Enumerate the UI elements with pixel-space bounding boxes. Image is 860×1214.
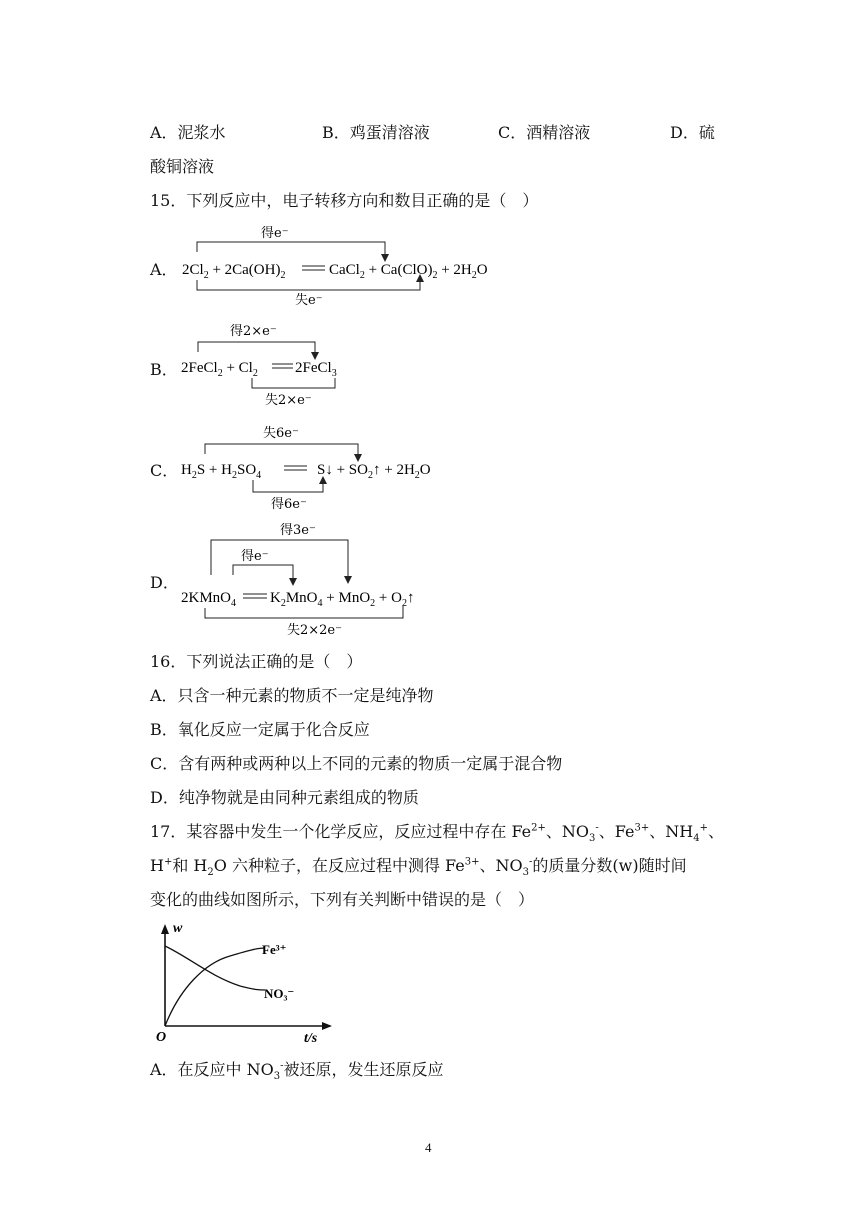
q14-option-a: A．泥浆水 (150, 123, 226, 142)
q15-label-d: D． (150, 573, 179, 592)
q17-origin-label: O (156, 1030, 167, 1045)
q15-a-gain-label: 得e⁻ (261, 226, 289, 241)
q17-fe3-label: Fe³⁺ (262, 942, 287, 957)
q15-d-lose-label: 失2×2e⁻ (287, 623, 342, 638)
q16-option-a: A．只含一种元素的物质不一定是纯净物 (150, 686, 434, 705)
q15-c-gain-label: 得6e⁻ (271, 497, 307, 512)
q17-no3-curve (165, 946, 265, 990)
q15-label-b: B． (150, 360, 178, 379)
q17-y-axis-label: w (173, 921, 183, 936)
q15-a-equation (175, 222, 515, 312)
page-number: 4 (425, 1140, 432, 1155)
q15-b-equation (175, 320, 375, 410)
q15-b-lose-label: 失2×e⁻ (265, 393, 312, 408)
q16-option-c: C．含有两种或两种以上不同的元素的物质一定属于混合物 (150, 754, 563, 773)
svg-text:K2MnO4 + MnO2 + O2↑: $K_2MnO_4 + MnO_2$ + $O_2↑$ (270, 590, 415, 609)
q15-d-gain1-label: 得e⁻ (241, 549, 269, 564)
svg-text:S↓ + SO2↑ + 2H2O: S↓ + $SO_2↑ + 2H_2O$ (317, 462, 431, 481)
q17-fe3-curve (165, 948, 265, 1026)
svg-text:H2S + H2SO4: $H_2S + H_2SO_4$ (181, 462, 262, 481)
q16-option-b: B．氧化反应一定属于化合反应 (150, 720, 370, 739)
q15-label-a: A． (150, 260, 178, 279)
q17-x-axis-label: t/s (304, 1031, 318, 1046)
q17-stem-line1: 17．某容器中发生一个化学反应，反应过程中存在 $Fe^{2+}$、$NO_3^-$、$Fe^{3+}$、$NH_4^+$、 (150, 822, 724, 845)
q17-stem-line3: 变化的曲线如图所示，下列有关判断中错误的是（ ） (150, 890, 535, 909)
q14-option-c: C．酒精溶液 (498, 123, 591, 142)
q17-option-a: A．在反应中 $NO_3^-$被还原，发生还原反应 (150, 1060, 444, 1083)
q15-d-gain3-label: 得3e⁻ (280, 523, 316, 538)
svg-text:2KMnO4: 2KMnO$_4$ (181, 590, 237, 609)
q15-b-gain-label: 得2×e⁻ (230, 324, 277, 339)
q15-label-c: C． (150, 461, 179, 480)
q15-stem: 15．下列反应中，电子转移方向和数目正确的是（ ） (150, 191, 539, 210)
q15-c-equation (175, 420, 465, 515)
q14-option-d-cont: 酸铜溶液 (150, 157, 215, 176)
q17-graph (150, 918, 340, 1048)
svg-text:2FeCl2 + Cl2: 2FeCl$_2$ + $Cl_2$ (181, 360, 258, 379)
q14-option-d: D．硫 (670, 123, 715, 142)
q15-d-equation (175, 520, 435, 645)
svg-text:2FeCl3: 2FeCl$_3$ (295, 360, 337, 379)
q17-no3-label: NO₃⁻ (264, 986, 295, 1001)
q17-stem-line2: H+和 $H_2O$ 六种粒子，在反应过程中测得 $Fe^{3+}$、$NO_3^-$的质量分数(w)随时间 (150, 856, 687, 879)
q16-stem: 16．下列说法正确的是（ ） (150, 652, 363, 671)
q15-a-lose-label: 失e⁻ (295, 293, 323, 308)
q15-c-lose-label: 失6e⁻ (263, 426, 299, 441)
svg-text:CaCl2 + Ca(ClO)2 + 2H2O: CaCl$_2$ + $Ca(ClO)_2 + 2H_2O$ (329, 262, 488, 281)
q14-option-b: B．鸡蛋清溶液 (322, 123, 430, 142)
svg-text:2Cl2 + 2Ca(OH)2: $2Cl_2 + 2Ca(OH)_2$ (182, 262, 286, 281)
q16-option-d: D．纯净物就是由同种元素组成的物质 (150, 788, 419, 807)
